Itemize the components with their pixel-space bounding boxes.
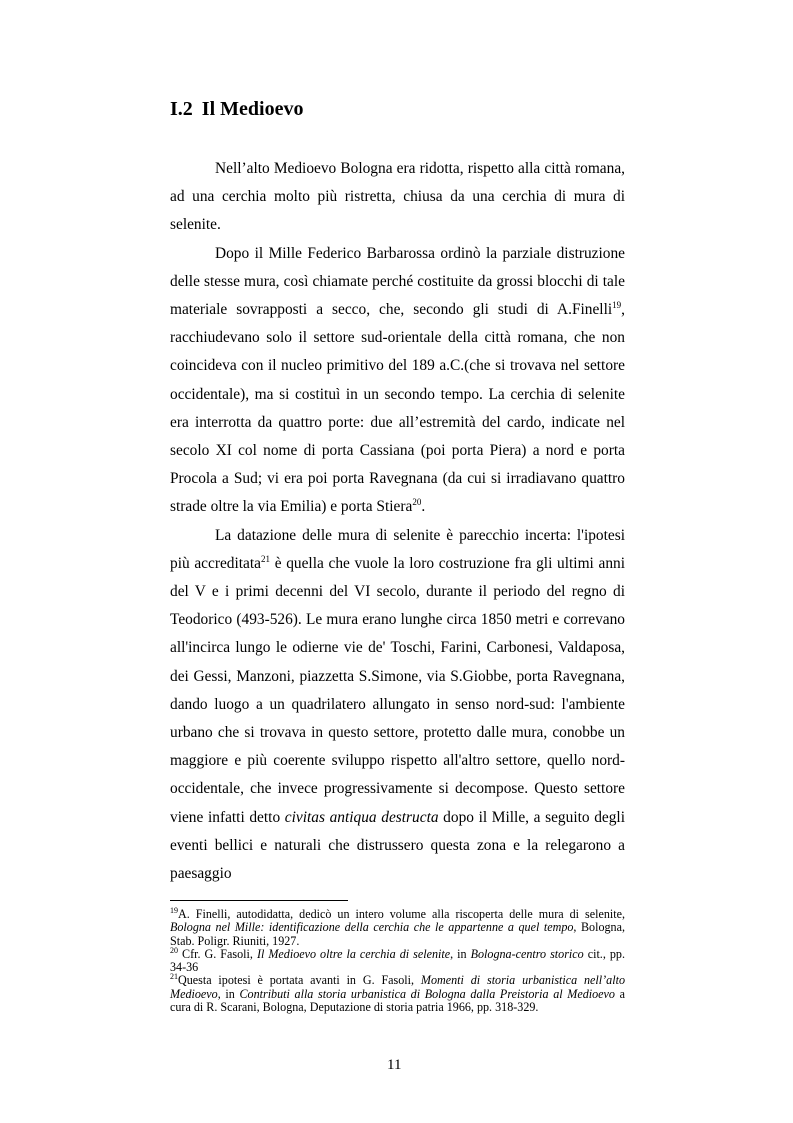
- footnote-separator: [170, 900, 348, 901]
- paragraph-3: [170, 522, 625, 889]
- section-title: Il Medioevo: [201, 98, 304, 120]
- body-text: [170, 155, 625, 888]
- footnote-19: [170, 905, 625, 948]
- paragraph-2: [170, 240, 625, 522]
- page-number: 11: [387, 1057, 402, 1073]
- footnote-ref-21[interactable]: 21: [261, 553, 270, 564]
- paragraph-3-text-c: dopo il Mille, a seguito degli eventi bellici e naturali che distrussero questa zona e la relegarono a paesaggio: [170, 808, 625, 883]
- footnote-text: cit., pp. 34-36: [170, 946, 625, 975]
- footnote-text: , in: [217, 986, 240, 1001]
- footnote-text: A. Finelli, autodidatta, dedicò un intero volume alla riscoperta delle mura di selenite,: [178, 907, 625, 921]
- paragraph-3-text-b: è quella che vuole la loro costruzione fra gli ultimi anni del V e i primi decenni del VI secolo, durante il periodo del regno di Teodorico (493-526). Le mura erano lunghe circa 1850 metri e correvano all'incirca lungo le odierne vie de' Toschi, Farini, Carbonesi, Valdaposa, dei Gessi, Manzoni, piazzetta S.Simone, via S.Giobbe, porta Ravegnana, dando luogo a un quadrilatero allungato in senso nord-sud: l'ambiente urbano che si trovava in questo settore, protetto dalle mura, conobbe un maggiore e più coerente sviluppo rispetto all'altro settore, quello nord-occidentale, che invece progressivamente si decompose. Questo settore viene infatti detto: [170, 554, 626, 826]
- paragraph-2-text-c: .: [421, 498, 426, 516]
- footnote-ref-19[interactable]: 19: [612, 299, 622, 310]
- footnote-title: Il Medioevo oltre la cerchia di selenite: [256, 946, 451, 961]
- footnotes: [170, 905, 625, 1015]
- footnote-text: , in: [450, 946, 471, 961]
- footnote-number: 20: [170, 945, 178, 955]
- paragraph-1-text: Nell’alto Medioevo Bologna era ridotta, rispetto alla città romana, ad una cerchia molto più ristretta, chiusa da una cerchia di mura di selenite.: [170, 160, 625, 234]
- paragraph-3-text-a: La datazione delle mura di selenite è parecchio incerta: l'ipotesi più accreditata: [170, 526, 625, 572]
- footnote-ref-20[interactable]: 20: [412, 497, 422, 508]
- footnote-title: Contributi alla storia urbanistica di Bologna dalla Preistoria al Medioevo: [239, 986, 615, 1001]
- paragraph-2-text-b: , racchiudevano solo il settore sud-orientale della città romana, che non coincideva con il nucleo primitivo del 189 a.C.(che si trovava nel settore occidentale), ma si costituì in un secondo tempo. La cerchia di selenite era interrotta da quattro porte: due all’estremità del cardo, indicate nel secolo XI col nome di porta Cassiana (poi porta Piera) a nord e porta Procola a Sud; vi era poi porta Ravegnana (da cui si irradiavano quattro strade oltre la via Emilia) e porta Stiera: [170, 301, 625, 516]
- footnote-text: Cfr. G. Fasoli,: [178, 946, 257, 961]
- paragraph-3-italic-term: civitas antiqua destructa: [284, 808, 439, 826]
- paragraph-2-text-a: Dopo il Mille Federico Barbarossa ordinò la parziale distruzione delle stesse mura, così chiamate perché costituite da grossi blocchi di tale materiale sovrapposti a secco, che, secondo gli studi di A.Finelli: [170, 244, 625, 319]
- footnote-text: Questa ipotesi è portata avanti in G. Fasoli,: [178, 973, 421, 988]
- footnote-number: 21: [170, 972, 178, 982]
- paragraph-1: [170, 155, 625, 240]
- footnote-21: [170, 974, 625, 1014]
- footnote-20: [170, 945, 625, 975]
- section-heading: [170, 97, 303, 121]
- footnote-title: Momenti di storia urbanistica nell’alto Medioevo: [170, 973, 625, 1001]
- footnote-text: a cura di R. Scarani, Bologna, Deputazione di storia patria 1966, pp. 318-329.: [170, 986, 625, 1015]
- footnote-text: , Bologna, Stab. Poligr. Riuniti, 1927.: [170, 920, 625, 948]
- section-number: I.2: [170, 98, 193, 120]
- footnote-title: Bologna-centro storico: [470, 946, 584, 961]
- footnote-title: Bologna nel Mille: identificazione della cerchia che le appartenne a quel tempo: [170, 920, 574, 935]
- footnote-number: 19: [170, 905, 178, 915]
